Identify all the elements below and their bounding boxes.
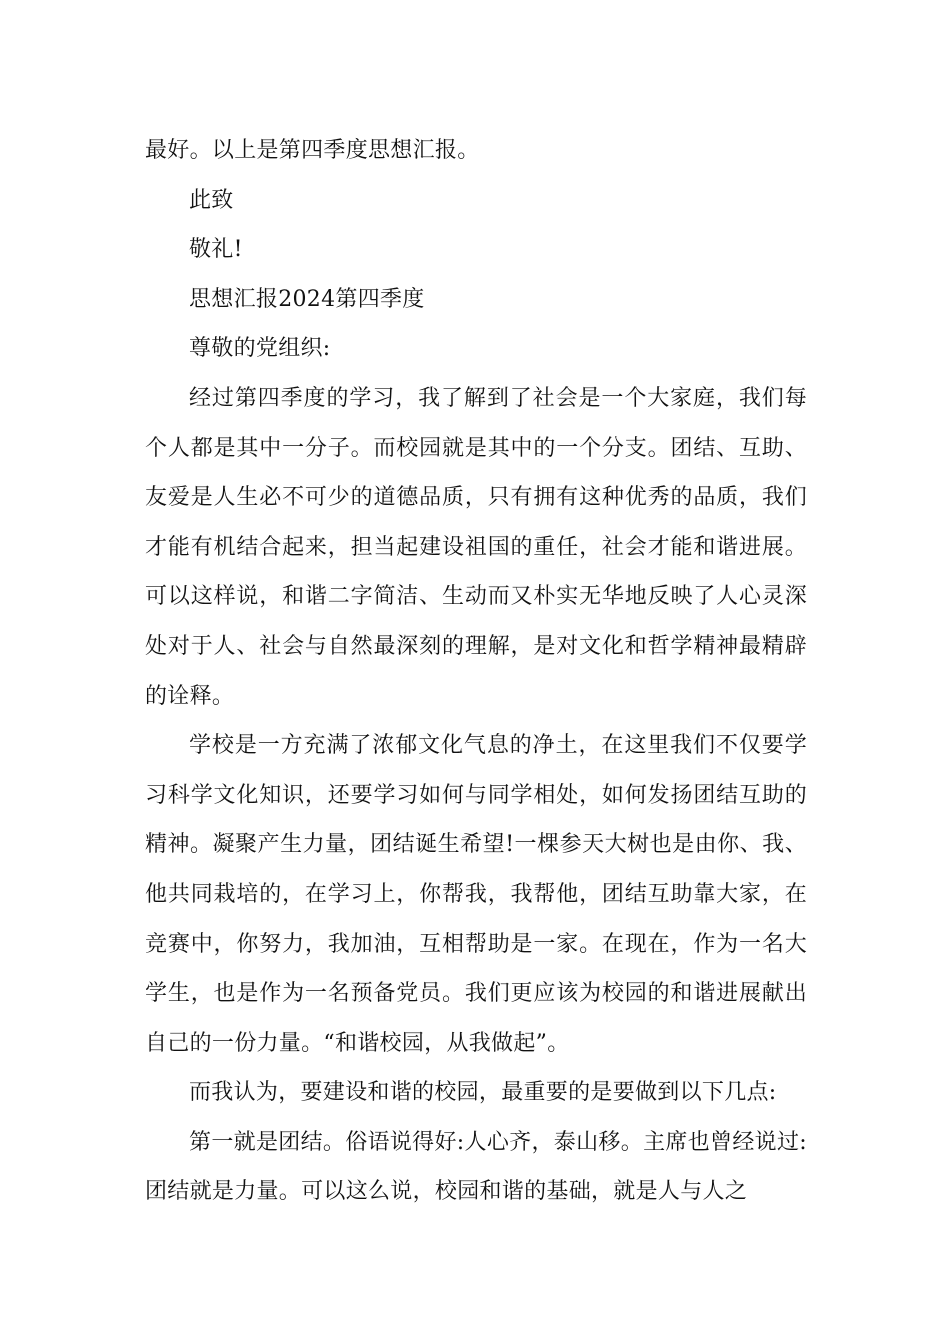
paragraph-closing-line: 最好。以上是第四季度思想汇报。 [145,138,480,163]
paragraph-salutation: 此致 [189,187,234,213]
document-body [145,126,807,1217]
paragraph-regards: 敬礼! [189,237,243,263]
paragraph-greeting: 尊敬的党组织: [189,336,331,362]
paragraph-body: 而我认为，要建设和谐的校园，最重要的是要做到以下几点: [189,1080,777,1106]
paragraph-body: 学校是一方充满了浓郁文化气息的净土，在这里我们不仅要学习科学文化知识，还要学习如何与同学相处，如何发扬团结互助的精神。凝聚产生力量，团结诞生希望!一棵参天大树也是由你、我、他共同栽培的，在学习上，你帮我，我帮他，团结互助靠大家，在竞赛中，你努力，我加油，互相帮助是一家。在现在，作为一名大学生，也是作为一名预备党员。我们更应该为校园的和谐进展献出自己的一份力量。“和谐校园，从我做起”。 [145,733,807,1056]
paragraph-body: 经过第四季度的学习，我了解到了社会是一个大家庭，我们每个人都是其中一分子。而校园就是其中的一个分支。团结、互助、友爱是人生必不可少的道德品质，只有拥有这种优秀的品质，我们才能有机结合起来，担当起建设祖国的重任，社会才能和谐进展。可以这样说，和谐二字简洁、生动而又朴实无华地反映了人心灵深处对于人、社会与自然最深刻的理解，是对文化和哲学精神最精辟的诠释。 [145,385,807,709]
paragraph-body: 第一就是团结。俗语说得好:人心齐，泰山移。主席也曾经说过:团结就是力量。可以这么说，校园和谐的基础，就是人与人之 [145,1129,807,1205]
paragraph-report-title: 思想汇报2024第四季度 [189,286,425,312]
